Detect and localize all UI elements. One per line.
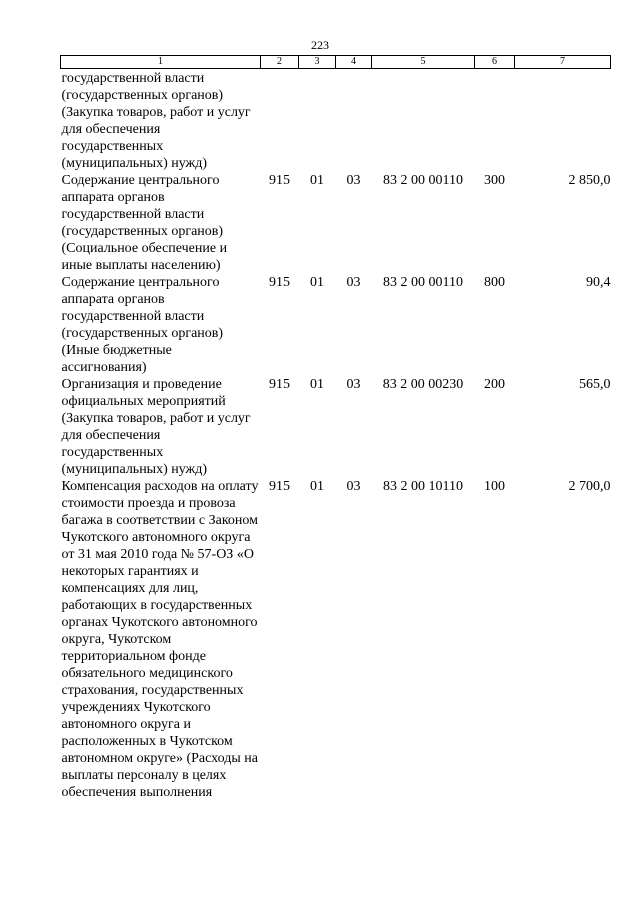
row-target: 83 2 00 10110: [383, 479, 463, 494]
header-col-6: 6: [475, 56, 515, 69]
row-code: [261, 69, 299, 173]
row-type: 800: [484, 275, 505, 290]
row-section: [299, 69, 336, 173]
row-subsection: 03: [346, 173, 361, 188]
table-row: [61, 274, 611, 376]
header-col-7: 7: [515, 56, 611, 69]
row-name: государственной власти (государственных органов) (Закупка товаров, работ и услуг для обеспечения государственных (муниципальных) нужд): [61, 71, 251, 171]
row-section: 01: [310, 377, 324, 392]
row-code: 915: [269, 377, 290, 392]
row-subsection: 03: [346, 479, 361, 494]
row-section: 01: [310, 173, 324, 188]
row-amount: 2 850,0: [568, 173, 611, 188]
row-target: [372, 69, 475, 173]
row-code: 915: [269, 173, 290, 188]
header-col-1: 1: [61, 56, 261, 69]
row-target: 83 2 00 00230: [382, 377, 464, 392]
row-type: 200: [484, 377, 505, 392]
row-amount: 90,4: [586, 275, 611, 290]
row-subsection: 03: [346, 377, 361, 392]
row-amount: 2 700,0: [568, 479, 611, 494]
row-name: Организация и проведение официальных мероприятий (Закупка товаров, работ и услуг для обеспечения государственных (муниципальных) нужд): [61, 377, 251, 477]
row-type: 300: [484, 173, 505, 188]
row-name: Содержание центрального аппарата органов государственной власти (государственных органов) (Социальное обеспечение и иные выплаты населению): [61, 173, 228, 273]
table-header-row: [61, 56, 611, 69]
row-amount: 565,0: [579, 377, 611, 392]
row-code: 915: [269, 275, 290, 290]
table-row: [61, 172, 611, 274]
row-code: 915: [269, 479, 290, 494]
table-row: [61, 69, 611, 173]
row-name: Компенсация расходов на оплату стоимости проезда и провоза багажа в соответствии с Законом Чукотского автономного округа от 31 мая 2010 года № 57-ОЗ «О некоторых гарантиях и компенсациях для лиц, работающих в государственных органах Чукотского автономного округа, Чукотском территориальном фонде обязательного медицинского страхования, государственных учреждениях Чукотского автономного округа и расположенных в Чукотском автономном округе» (Расходы на выплаты персоналу в целях обеспечения выполнения: [61, 479, 259, 800]
row-section: 01: [310, 275, 324, 290]
row-type: [475, 69, 515, 173]
header-col-5: 5: [372, 56, 475, 69]
page-number: 223: [311, 38, 329, 52]
row-subsection: [336, 69, 372, 173]
budget-table: [60, 55, 611, 801]
row-section: 01: [310, 479, 324, 494]
row-type: 100: [484, 479, 505, 494]
header-col-2: 2: [261, 56, 299, 69]
header-col-3: 3: [299, 56, 336, 69]
row-amount: [515, 69, 611, 173]
row-target: 83 2 00 00110: [383, 275, 463, 290]
row-name: Содержание центрального аппарата органов государственной власти (государственных органов) (Иные бюджетные ассигнования): [61, 275, 224, 375]
table-row: [61, 376, 611, 478]
header-col-4: 4: [336, 56, 372, 69]
row-subsection: 03: [346, 275, 361, 290]
row-target: 83 2 00 00110: [383, 173, 463, 188]
table-row: [61, 478, 611, 801]
